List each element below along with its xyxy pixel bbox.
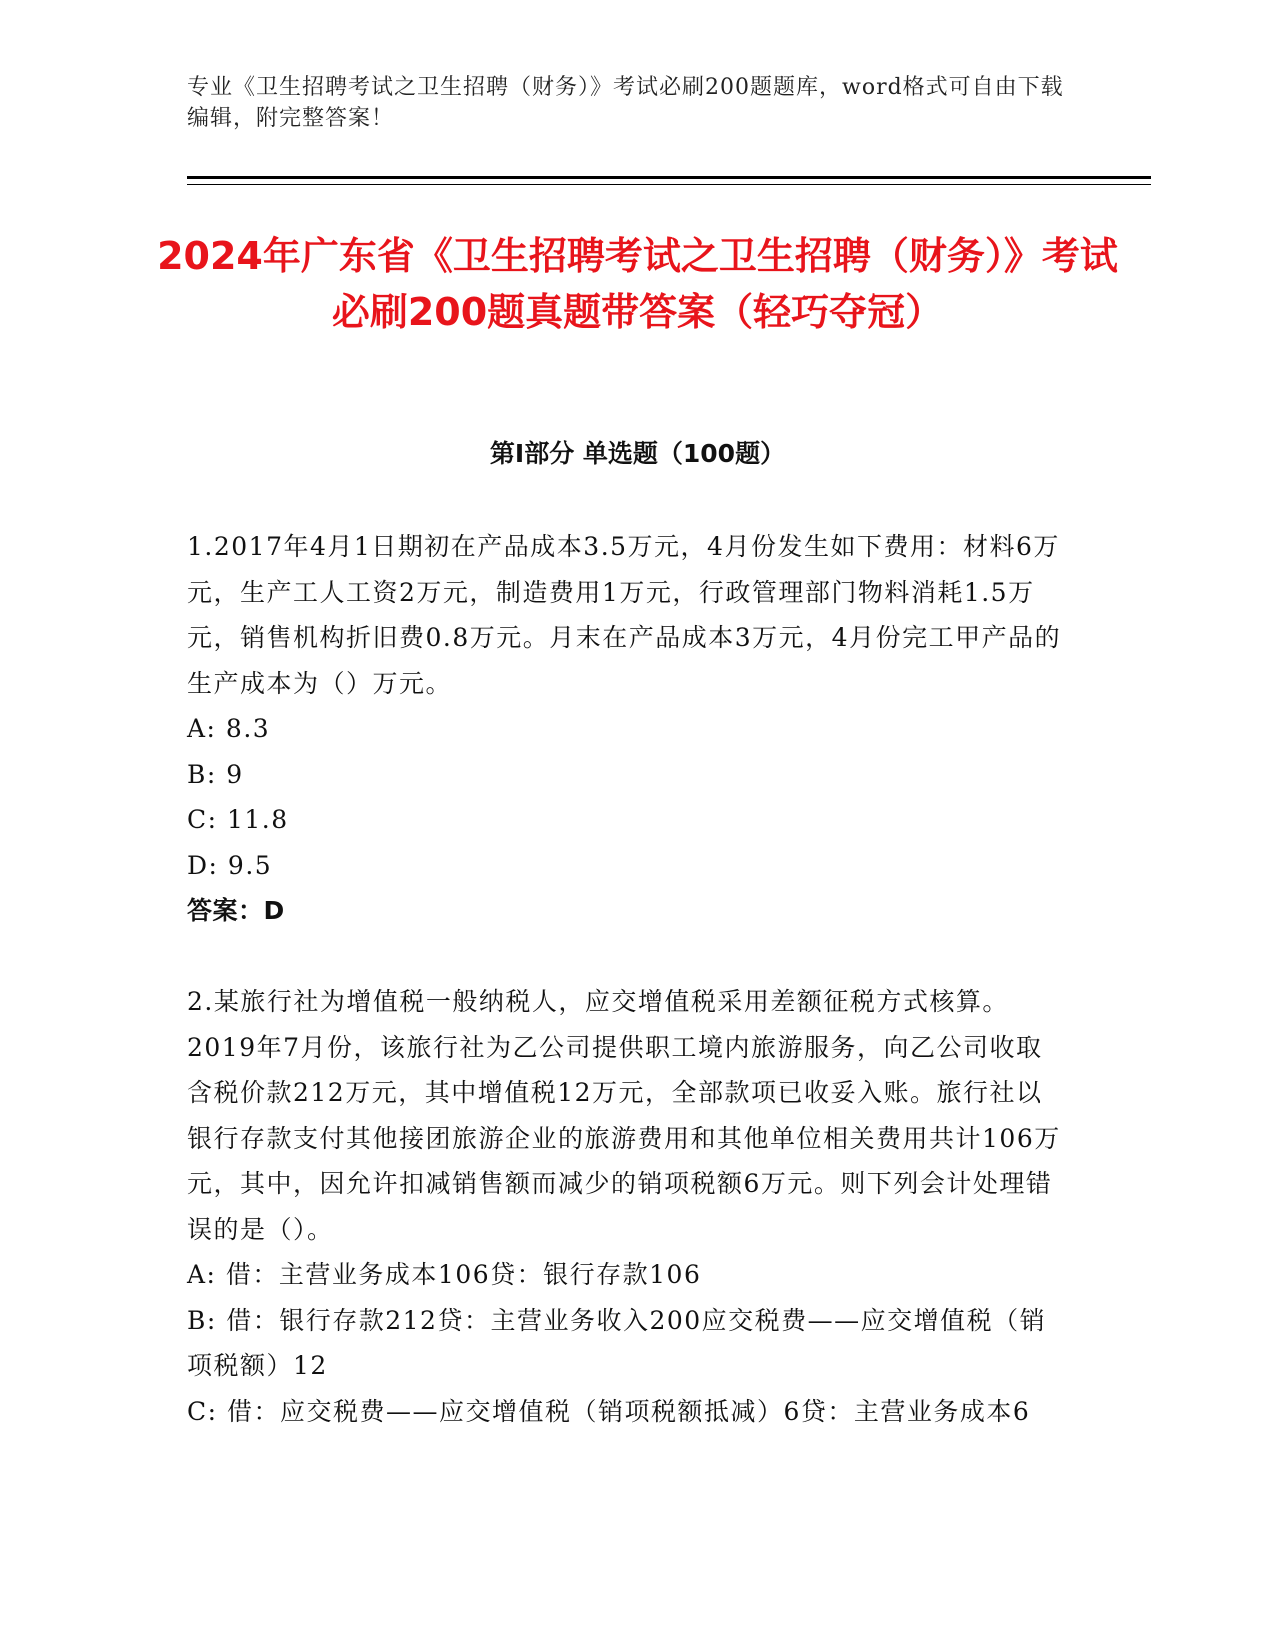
option-d: D: 9.5 — [187, 850, 273, 880]
option-b: B: 借：银行存款212贷：主营业务收入200应交税费——应交增值税（销项税额）12 — [187, 1305, 1047, 1380]
answer-line: 答案：D — [187, 896, 285, 925]
option-c: C: 11.8 — [187, 805, 289, 834]
question-block — [187, 979, 1067, 1434]
question-stem: 2.某旅行社为增值税一般纳税人，应交增值税采用差额征税方式核算。2019年7月份，该旅行社为乙公司提供职工境内旅游服务，向乙公司收取含税价款212万元，其中增值税12万元，全部款项已收妥入账。旅行社以银行存款支付其他接团旅游企业的旅游费用和其他单位相关费用共计106万元，其中，因允许扣减销售额而减少的销项税额6万元。则下列会计处理错误的是（）。 — [187, 987, 1061, 1244]
option-b: B: 9 — [187, 759, 244, 789]
question-stem: 1.2017年4月1日期初在产品成本3.5万元，4月份发生如下费用：材料6万元，生产工人工资2万元，制造费用1万元，行政管理部门物料消耗1.5万元，销售机构折旧费0.8万元。月末在产品成本3万元，4月份完工甲产品的生产成本为（）万元。 — [187, 532, 1062, 698]
document-title: 2024年广东省《卫生招聘考试之卫生招聘（财务）》考试必刷200题真题带答案（轻巧夺冠） — [157, 234, 1118, 334]
option-a: A: 借：主营业务成本106贷：银行存款106 — [187, 1260, 702, 1289]
option-a: A: 8.3 — [187, 714, 271, 743]
question-block — [187, 524, 1067, 934]
option-c: C: 借：应交税费——应交增值税（销项税额抵减）6贷：主营业务成本6 — [187, 1396, 1031, 1426]
header-note: 专业《卫生招聘考试之卫生招聘（财务）》考试必刷200题题库，word格式可自由下载编辑，附完整答案！ — [187, 75, 1064, 131]
header-divider-thin — [187, 184, 1151, 185]
header-divider-thick — [187, 176, 1151, 179]
section-title: 第Ⅰ部分 单选题（100题） — [489, 439, 786, 468]
